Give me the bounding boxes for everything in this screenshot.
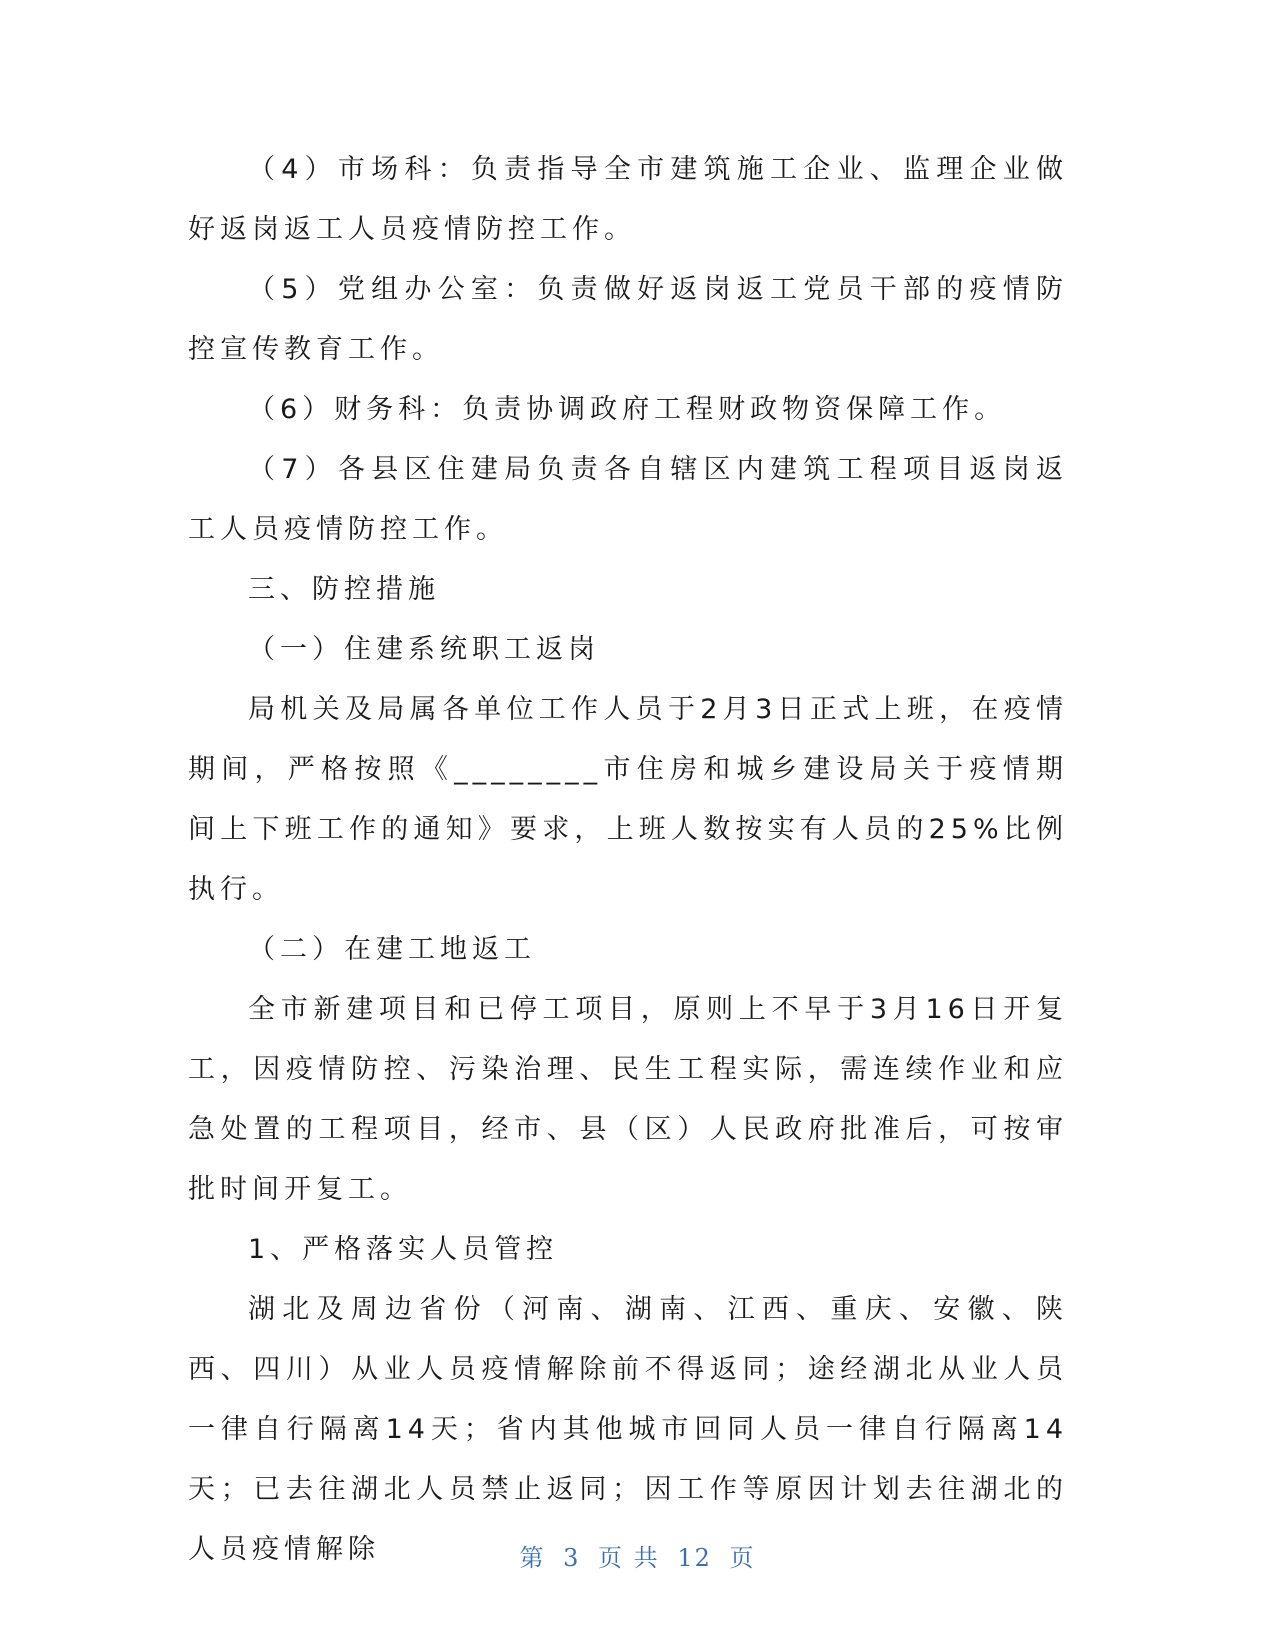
document-body xyxy=(188,140,1068,1580)
subheading-staff-return: （一）住建系统职工返岗 xyxy=(248,634,600,665)
paragraph-county-bureaus: （7）各县区住建局负责各自辖区内建筑工程项目返岗返工人员疫情防控工作。 xyxy=(188,454,1068,545)
footer-suffix: 页 xyxy=(729,1544,756,1572)
footer-current-page: 3 xyxy=(563,1544,581,1572)
footer-middle: 页 共 xyxy=(598,1544,660,1572)
paragraph-market-section: （4）市场科：负责指导全市建筑施工企业、监理企业做好返岗返工人员疫情防控工作。 xyxy=(188,154,1068,245)
paragraph-finance-section: （6）财务科：负责协调政府工程财政物资保障工作。 xyxy=(248,394,1007,425)
subheading-personnel-control: 1、严格落实人员管控 xyxy=(248,1234,559,1265)
subheading-site-return: （二）在建工地返工 xyxy=(248,934,536,965)
page-footer xyxy=(0,1538,1275,1573)
paragraph-site-return: 全市新建项目和已停工项目，原则上不早于3月16日开复工，因疫情防控、污染治理、民生工程实际，需连续作业和应急处置的工程项目，经市、县（区）人民政府批准后，可按审批时间开复工。 xyxy=(188,994,1068,1205)
heading-prevention-measures: 三、防控措施 xyxy=(248,574,440,605)
footer-total-pages: 12 xyxy=(677,1544,712,1572)
paragraph-staff-return: 局机关及局属各单位工作人员于2月3日正式上班，在疫情期间，严格按照《________市住房和城乡建设局关于疫情期间上下班工作的通知》要求，上班人数按实有人员的25%比例执行。 xyxy=(188,694,1068,905)
footer-prefix: 第 xyxy=(519,1544,546,1572)
paragraph-party-office: （5）党组办公室：负责做好返岗返工党员干部的疫情防控宣传教育工作。 xyxy=(188,274,1068,365)
paragraph-personnel-control: 湖北及周边省份（河南、湖南、江西、重庆、安徽、陕西、四川）从业人员疫情解除前不得返同；途经湖北从业人员一律自行隔离14天；省内其他城市回同人员一律自行隔离14天；已去往湖北人员禁止返同；因工作等原因计划去往湖北的人员疫情解除 xyxy=(188,1294,1068,1565)
